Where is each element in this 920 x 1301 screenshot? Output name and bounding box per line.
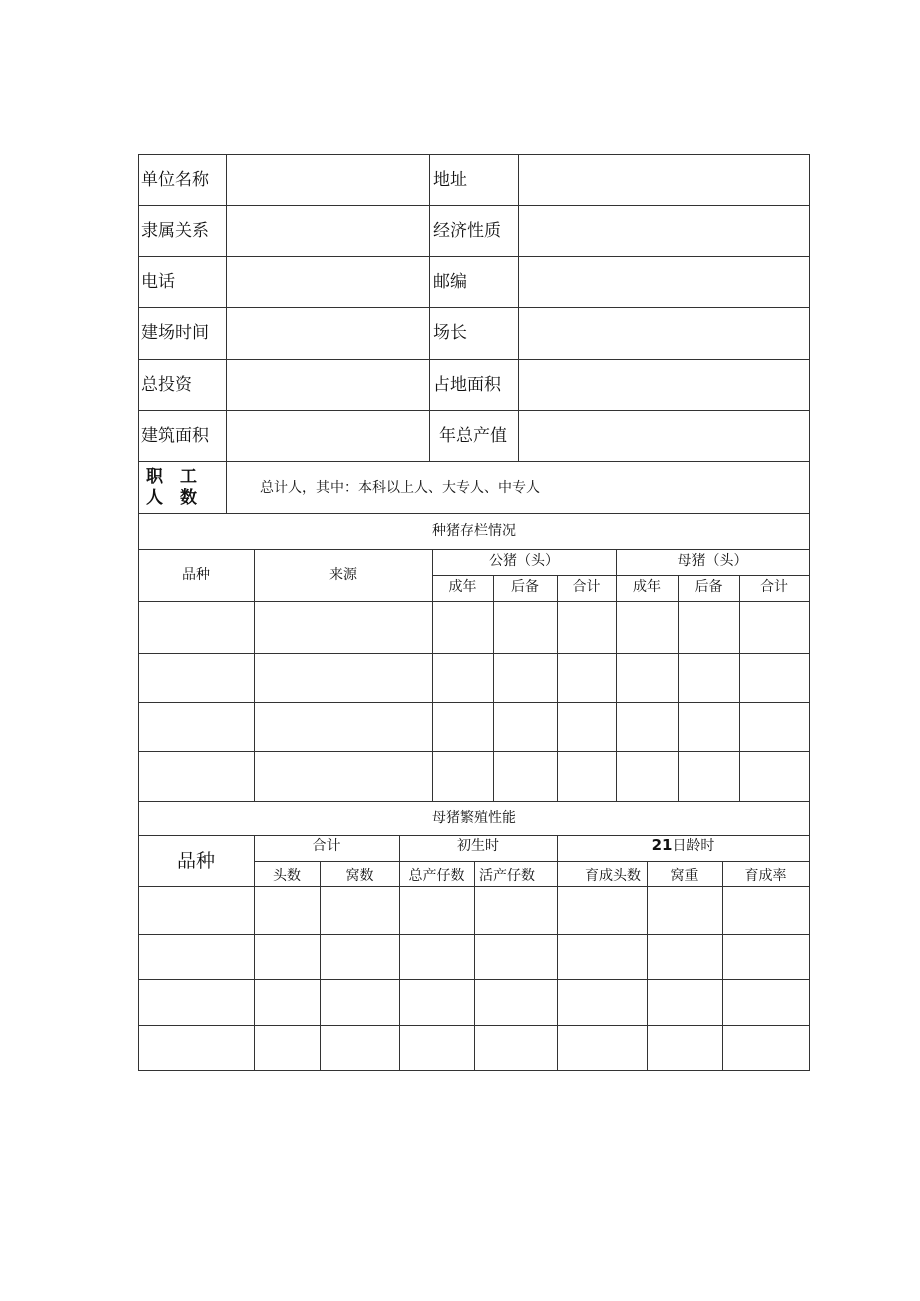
row-divider (138, 205, 810, 206)
land-area-label: 占地面积 (433, 375, 501, 395)
row-divider (255, 861, 810, 862)
table-top-border (138, 154, 810, 155)
raising-rate-header: 育成率 (744, 868, 787, 884)
row-divider (138, 359, 810, 360)
breeding-stock-title: 种猪存栏情况 (432, 523, 516, 539)
boar-adult-header: 成年 (448, 579, 477, 595)
litter-weight-header: 窝重 (670, 868, 699, 884)
sow-performance-title: 母猪繁殖性能 (432, 810, 516, 826)
col-divider (226, 154, 227, 513)
farm-manager-label: 场长 (433, 323, 467, 343)
annual-output-label: 年总产值 (439, 426, 507, 446)
row-divider (138, 549, 810, 550)
table-right-border (809, 154, 810, 1071)
col-divider (429, 154, 430, 461)
sow-total-header: 合计 (760, 579, 788, 595)
affiliation-label: 隶属关系 (141, 221, 209, 241)
row-divider (138, 702, 810, 703)
building-area-label: 建筑面积 (141, 426, 209, 446)
postcode-label: 邮编 (433, 272, 467, 292)
performance-breed-header: 品种 (176, 850, 215, 872)
col-divider (647, 861, 648, 1070)
row-divider (432, 575, 810, 576)
at-birth-header: 初生时 (457, 838, 499, 854)
day21-text: 日龄时 (672, 838, 715, 854)
unit-name-label: 单位名称 (141, 170, 209, 190)
sow-reserve-header: 后备 (694, 579, 723, 595)
total-born-header: 总产仔数 (408, 868, 465, 884)
table-left-border (138, 154, 139, 1071)
sow-header: 母猪（头） (677, 553, 748, 569)
staff-label-line1: 职 工 (146, 467, 197, 487)
phone-label: 电话 (141, 272, 175, 292)
col-divider (722, 861, 723, 1070)
col-divider (474, 861, 475, 1070)
col-divider (254, 549, 255, 801)
performance-total-header: 合计 (312, 838, 341, 854)
col-divider (557, 835, 558, 1070)
sow-adult-header: 成年 (633, 579, 661, 595)
boar-total-header: 合计 (572, 579, 601, 595)
day21-header (557, 838, 809, 853)
col-divider (739, 575, 740, 801)
address-label: 地址 (433, 170, 467, 190)
boar-reserve-header: 后备 (511, 579, 539, 595)
table-bottom-border (138, 1070, 810, 1071)
litters-header: 窝数 (345, 868, 374, 884)
col-divider (518, 154, 519, 461)
row-divider (138, 513, 810, 514)
breed-header: 品种 (182, 567, 210, 583)
boar-header: 公猪（头） (489, 553, 559, 569)
total-investment-label: 总投资 (141, 375, 192, 395)
row-divider (138, 307, 810, 308)
row-divider (138, 835, 810, 836)
row-divider (138, 410, 810, 411)
row-divider (138, 801, 810, 802)
row-divider (138, 653, 810, 654)
staff-note: 总计人，其中：本科以上人、大专人、中专人 (260, 480, 540, 496)
economic-nature-label: 经济性质 (433, 221, 501, 241)
day21-number: 21 (651, 836, 673, 854)
col-divider (320, 861, 321, 1070)
source-header: 来源 (329, 567, 357, 583)
col-divider (493, 575, 494, 801)
staff-label-line2: 人 数 (146, 488, 197, 508)
row-divider (138, 256, 810, 257)
live-born-header: 活产仔数 (479, 868, 535, 884)
row-divider (138, 601, 810, 602)
raised-heads-header: 育成头数 (585, 868, 641, 884)
heads-header: 头数 (273, 868, 301, 884)
col-divider (678, 575, 679, 801)
row-divider (138, 461, 810, 462)
row-divider (138, 751, 810, 752)
founding-time-label: 建场时间 (141, 323, 209, 343)
col-divider (557, 575, 558, 801)
